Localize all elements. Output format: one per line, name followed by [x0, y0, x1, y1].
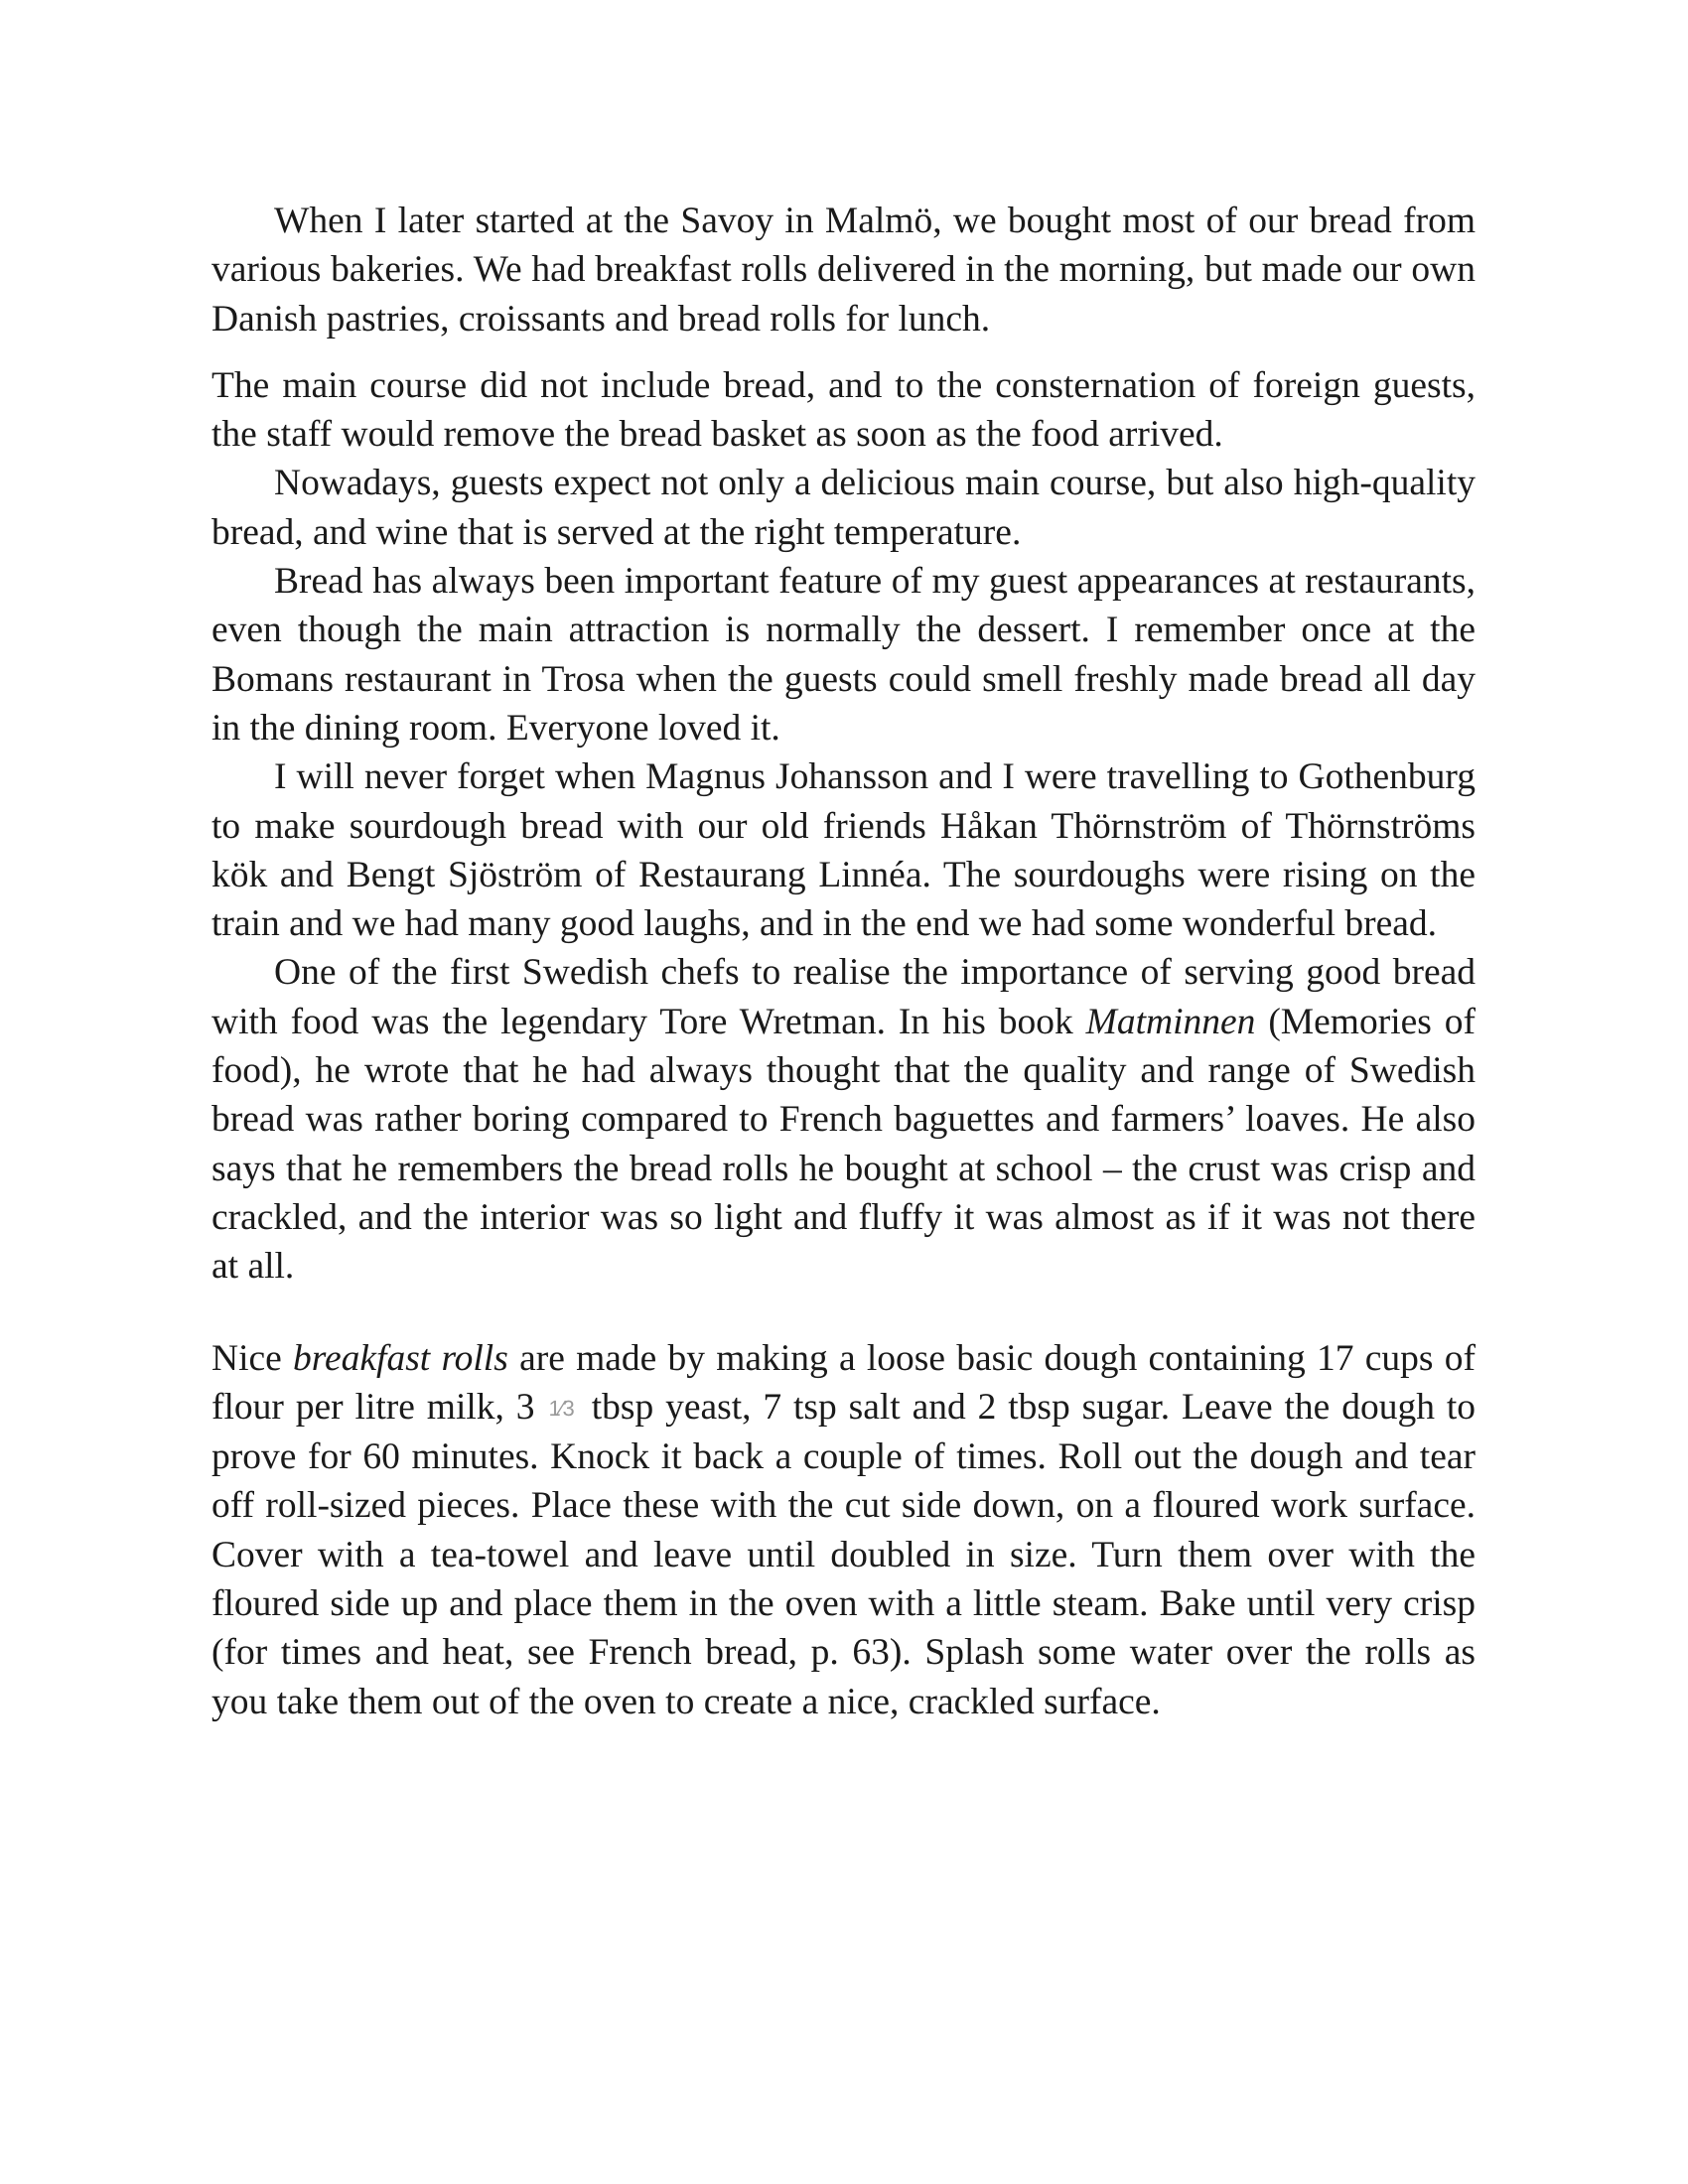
- recipe-term: breakfast rolls: [293, 1337, 508, 1379]
- paragraph-gothenburg: I will never forget when Magnus Johansson and I were travelling to Gothenburg to make sourdough bread with our old friends Håkan Thörnström of Thörnströms kök and Bengt Sjöström of Restaurang Linnéa. The sourdoughs were rising on the train and we had many good laughs, and in the end we had some wonderful bread.: [211, 756, 1476, 945]
- paragraph-guest-appearances: Bread has always been important feature of my guest appearances at restaurants, even though the main attraction is normally the dessert. I remember once at the Bomans restaurant in Trosa when the guests could smell freshly made bread all day in the dining room. Everyone loved it.: [211, 561, 1476, 749]
- paragraph-text: (Memories of food), he wrote that he had always thought that the quality and range of Swedish bread was rather boring compared to French baguettes and farmers’ loaves. He also says that he remembers the bread rolls he bought at school – the crust was crisp and crackled, and the interior was so light and fluffy it was almost as if it was not there at all.: [211, 1001, 1477, 1288]
- paragraph-text: are made by making a loose basic dough containing 17 cups of flour per litre milk, 3: [211, 1337, 1476, 1428]
- paragraph-main-course: The main course did not include bread, and to the consternation of foreign guests, the staff would remove the bread basket as soon as the food arrived.: [211, 364, 1476, 456]
- paragraph-breakfast-rolls-recipe: [211, 1334, 1476, 1726]
- paragraph-text: tbsp yeast, 7 tsp salt and 2 tbsp sugar. Leave the dough to prove for 60 minutes. Knock it back a couple of times. Roll out the dough and tear off roll-sized pieces. Place these with the cut side down, on a floured work surface. Cover with a tea-towel and leave until doubled in size. Turn them over with the floured side up and place them in the oven with a little steam. Bake until very crisp (for times and heat, see French bread, p. 63). Splash some water over the rolls as you take them out of the oven to create a nice, crackled surface.: [211, 1386, 1476, 1722]
- paragraph-tore-wretman: [211, 948, 1476, 1291]
- paragraph-text: Nice: [211, 1337, 294, 1379]
- fraction-glyph: 1⁄3: [548, 1395, 574, 1421]
- paragraph-nowadays: Nowadays, guests expect not only a delicious main course, but also high-quality bread, and wine that is served at the right temperature.: [211, 463, 1476, 553]
- document-page: [211, 197, 1476, 1726]
- paragraph-text: One of the first Swedish chefs to realise the importance of serving good bread with food was the legendary Tore Wretman. In his book: [211, 952, 1476, 1042]
- book-title: Matminnen: [1085, 1001, 1256, 1042]
- paragraph-savoy: When I later started at the Savoy in Malmö, we bought most of our bread from various bakeries. We had breakfast rolls delivered in the morning, but made our own Danish pastries, croissants and bread rolls for lunch.: [211, 201, 1476, 340]
